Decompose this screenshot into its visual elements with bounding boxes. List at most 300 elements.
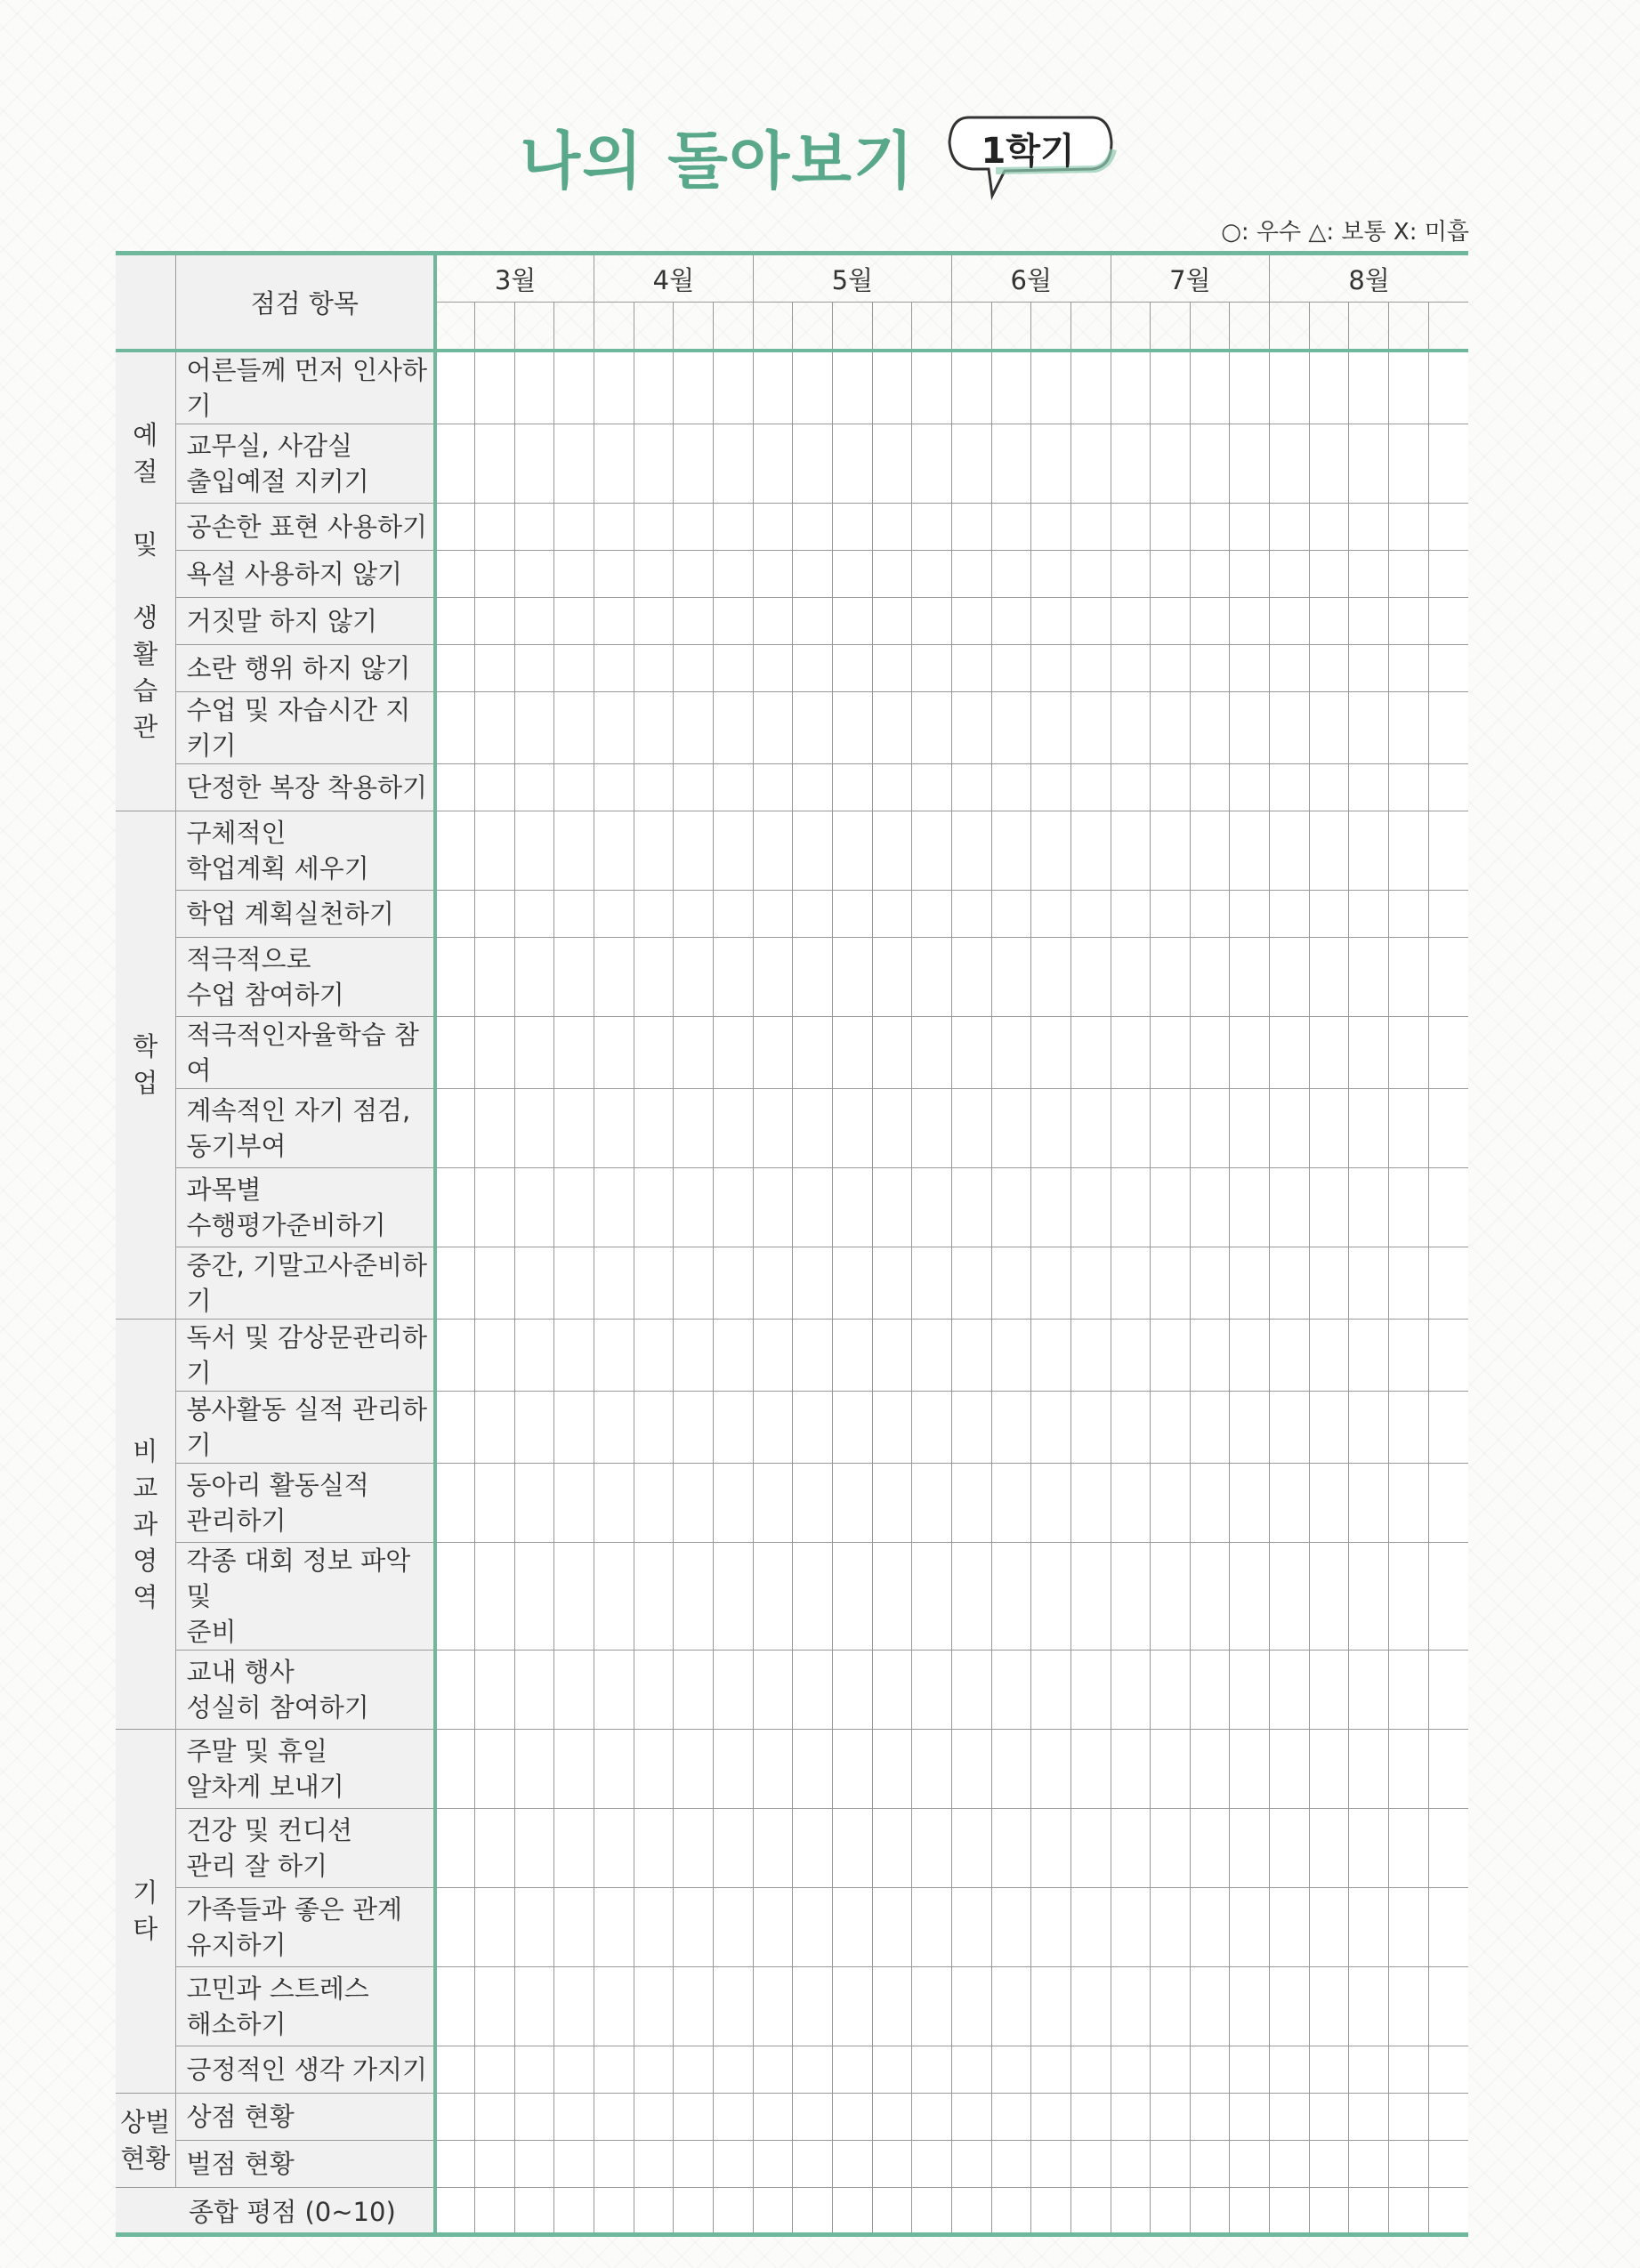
rating-cell[interactable] <box>912 2141 952 2188</box>
rating-cell[interactable] <box>793 811 833 891</box>
rating-cell[interactable] <box>674 1651 714 1730</box>
rating-cell[interactable] <box>1428 351 1468 424</box>
rating-cell[interactable] <box>991 1967 1031 2046</box>
rating-cell[interactable] <box>714 645 754 692</box>
rating-cell[interactable] <box>1070 938 1111 1017</box>
rating-cell[interactable] <box>514 2094 554 2141</box>
rating-cell[interactable] <box>714 891 754 938</box>
rating-cell[interactable] <box>1349 1967 1389 2046</box>
rating-cell[interactable] <box>435 1168 475 1247</box>
rating-cell[interactable] <box>872 645 912 692</box>
rating-cell[interactable] <box>832 424 872 504</box>
rating-cell[interactable] <box>714 1392 754 1464</box>
rating-cell[interactable] <box>1270 2094 1310 2141</box>
rating-cell[interactable] <box>793 1543 833 1651</box>
rating-cell[interactable] <box>1190 2046 1230 2094</box>
rating-cell[interactable] <box>714 2046 754 2094</box>
rating-cell[interactable] <box>1190 1543 1230 1651</box>
rating-cell[interactable] <box>991 351 1031 424</box>
rating-cell[interactable] <box>1230 1320 1270 1392</box>
rating-cell[interactable] <box>1151 1730 1191 1809</box>
rating-cell[interactable] <box>1309 1888 1349 1967</box>
rating-cell[interactable] <box>1070 351 1111 424</box>
rating-cell[interactable] <box>1070 1651 1111 1730</box>
rating-cell[interactable] <box>991 1320 1031 1392</box>
rating-cell[interactable] <box>991 938 1031 1017</box>
rating-cell[interactable] <box>475 1089 515 1168</box>
rating-cell[interactable] <box>793 692 833 764</box>
rating-cell[interactable] <box>1270 645 1310 692</box>
total-score-cell[interactable] <box>1230 2188 1270 2235</box>
rating-cell[interactable] <box>951 764 991 811</box>
rating-cell[interactable] <box>1230 645 1270 692</box>
rating-cell[interactable] <box>674 351 714 424</box>
rating-cell[interactable] <box>1070 424 1111 504</box>
rating-cell[interactable] <box>1270 1888 1310 1967</box>
rating-cell[interactable] <box>554 1651 594 1730</box>
rating-cell[interactable] <box>1190 938 1230 1017</box>
rating-cell[interactable] <box>514 504 554 551</box>
rating-cell[interactable] <box>475 1888 515 1967</box>
rating-cell[interactable] <box>634 424 674 504</box>
rating-cell[interactable] <box>1230 424 1270 504</box>
rating-cell[interactable] <box>514 598 554 645</box>
rating-cell[interactable] <box>793 2046 833 2094</box>
rating-cell[interactable] <box>435 938 475 1017</box>
rating-cell[interactable] <box>1151 1809 1191 1888</box>
rating-cell[interactable] <box>554 1320 594 1392</box>
rating-cell[interactable] <box>475 504 515 551</box>
rating-cell[interactable] <box>912 811 952 891</box>
rating-cell[interactable] <box>714 424 754 504</box>
rating-cell[interactable] <box>475 764 515 811</box>
rating-cell[interactable] <box>554 1464 594 1543</box>
rating-cell[interactable] <box>753 504 793 551</box>
rating-cell[interactable] <box>1309 1017 1349 1089</box>
rating-cell[interactable] <box>1309 938 1349 1017</box>
rating-cell[interactable] <box>514 351 554 424</box>
rating-cell[interactable] <box>753 424 793 504</box>
rating-cell[interactable] <box>872 2094 912 2141</box>
rating-cell[interactable] <box>674 938 714 1017</box>
rating-cell[interactable] <box>951 551 991 598</box>
rating-cell[interactable] <box>1428 1967 1468 2046</box>
rating-cell[interactable] <box>872 1392 912 1464</box>
rating-cell[interactable] <box>1111 1730 1151 1809</box>
rating-cell[interactable] <box>674 1089 714 1168</box>
rating-cell[interactable] <box>1190 1888 1230 1967</box>
rating-cell[interactable] <box>1151 764 1191 811</box>
rating-cell[interactable] <box>912 891 952 938</box>
rating-cell[interactable] <box>514 424 554 504</box>
rating-cell[interactable] <box>1428 1089 1468 1168</box>
rating-cell[interactable] <box>1349 2046 1389 2094</box>
total-score-cell[interactable] <box>634 2188 674 2235</box>
rating-cell[interactable] <box>1428 2094 1468 2141</box>
rating-cell[interactable] <box>634 2141 674 2188</box>
rating-cell[interactable] <box>514 1247 554 1320</box>
rating-cell[interactable] <box>1230 1809 1270 1888</box>
rating-cell[interactable] <box>674 1730 714 1809</box>
rating-cell[interactable] <box>1349 1543 1389 1651</box>
rating-cell[interactable] <box>991 2094 1031 2141</box>
rating-cell[interactable] <box>1270 2046 1310 2094</box>
rating-cell[interactable] <box>872 1888 912 1967</box>
rating-cell[interactable] <box>832 1017 872 1089</box>
rating-cell[interactable] <box>594 1247 634 1320</box>
rating-cell[interactable] <box>514 1168 554 1247</box>
rating-cell[interactable] <box>1151 598 1191 645</box>
rating-cell[interactable] <box>793 351 833 424</box>
total-score-cell[interactable] <box>832 2188 872 2235</box>
rating-cell[interactable] <box>1111 351 1151 424</box>
rating-cell[interactable] <box>912 351 952 424</box>
rating-cell[interactable] <box>714 1888 754 1967</box>
rating-cell[interactable] <box>1031 351 1071 424</box>
rating-cell[interactable] <box>1309 891 1349 938</box>
rating-cell[interactable] <box>1151 2094 1191 2141</box>
rating-cell[interactable] <box>793 2141 833 2188</box>
rating-cell[interactable] <box>554 692 594 764</box>
rating-cell[interactable] <box>674 764 714 811</box>
rating-cell[interactable] <box>674 2141 714 2188</box>
rating-cell[interactable] <box>435 645 475 692</box>
rating-cell[interactable] <box>793 1320 833 1392</box>
rating-cell[interactable] <box>832 692 872 764</box>
rating-cell[interactable] <box>514 811 554 891</box>
rating-cell[interactable] <box>1111 424 1151 504</box>
rating-cell[interactable] <box>951 692 991 764</box>
rating-cell[interactable] <box>1389 1651 1429 1730</box>
rating-cell[interactable] <box>674 551 714 598</box>
rating-cell[interactable] <box>1349 1730 1389 1809</box>
rating-cell[interactable] <box>1428 1464 1468 1543</box>
rating-cell[interactable] <box>793 1089 833 1168</box>
rating-cell[interactable] <box>1230 551 1270 598</box>
rating-cell[interactable] <box>1389 811 1429 891</box>
rating-cell[interactable] <box>634 811 674 891</box>
rating-cell[interactable] <box>951 1168 991 1247</box>
rating-cell[interactable] <box>1031 938 1071 1017</box>
rating-cell[interactable] <box>832 1392 872 1464</box>
rating-cell[interactable] <box>832 1320 872 1392</box>
rating-cell[interactable] <box>475 424 515 504</box>
rating-cell[interactable] <box>872 1247 912 1320</box>
rating-cell[interactable] <box>1428 645 1468 692</box>
rating-cell[interactable] <box>1428 2141 1468 2188</box>
rating-cell[interactable] <box>714 598 754 645</box>
rating-cell[interactable] <box>912 551 952 598</box>
rating-cell[interactable] <box>674 1247 714 1320</box>
rating-cell[interactable] <box>753 1247 793 1320</box>
rating-cell[interactable] <box>832 1967 872 2046</box>
rating-cell[interactable] <box>1151 351 1191 424</box>
rating-cell[interactable] <box>1349 2141 1389 2188</box>
rating-cell[interactable] <box>1031 1543 1071 1651</box>
total-score-cell[interactable] <box>912 2188 952 2235</box>
rating-cell[interactable] <box>714 504 754 551</box>
total-score-cell[interactable] <box>1190 2188 1230 2235</box>
rating-cell[interactable] <box>1230 1168 1270 1247</box>
rating-cell[interactable] <box>634 891 674 938</box>
rating-cell[interactable] <box>1389 1392 1429 1464</box>
rating-cell[interactable] <box>1031 504 1071 551</box>
rating-cell[interactable] <box>872 938 912 1017</box>
rating-cell[interactable] <box>1389 645 1429 692</box>
rating-cell[interactable] <box>832 811 872 891</box>
rating-cell[interactable] <box>793 891 833 938</box>
rating-cell[interactable] <box>475 598 515 645</box>
rating-cell[interactable] <box>1031 1730 1071 1809</box>
total-score-cell[interactable] <box>1111 2188 1151 2235</box>
rating-cell[interactable] <box>1151 1320 1191 1392</box>
rating-cell[interactable] <box>1070 1017 1111 1089</box>
rating-cell[interactable] <box>594 1017 634 1089</box>
rating-cell[interactable] <box>1428 1017 1468 1089</box>
rating-cell[interactable] <box>1190 1168 1230 1247</box>
rating-cell[interactable] <box>1230 811 1270 891</box>
rating-cell[interactable] <box>912 692 952 764</box>
rating-cell[interactable] <box>435 764 475 811</box>
rating-cell[interactable] <box>1270 1247 1310 1320</box>
rating-cell[interactable] <box>475 1320 515 1392</box>
rating-cell[interactable] <box>1349 938 1389 1017</box>
rating-cell[interactable] <box>793 1967 833 2046</box>
rating-cell[interactable] <box>1349 1809 1389 1888</box>
rating-cell[interactable] <box>1031 1809 1071 1888</box>
total-score-cell[interactable] <box>1151 2188 1191 2235</box>
rating-cell[interactable] <box>435 811 475 891</box>
rating-cell[interactable] <box>1389 2046 1429 2094</box>
rating-cell[interactable] <box>991 811 1031 891</box>
rating-cell[interactable] <box>1070 764 1111 811</box>
rating-cell[interactable] <box>634 1089 674 1168</box>
total-score-cell[interactable] <box>991 2188 1031 2235</box>
rating-cell[interactable] <box>714 2141 754 2188</box>
rating-cell[interactable] <box>554 1967 594 2046</box>
rating-cell[interactable] <box>435 1089 475 1168</box>
rating-cell[interactable] <box>872 504 912 551</box>
rating-cell[interactable] <box>435 1017 475 1089</box>
rating-cell[interactable] <box>1309 504 1349 551</box>
rating-cell[interactable] <box>634 1320 674 1392</box>
rating-cell[interactable] <box>475 1392 515 1464</box>
rating-cell[interactable] <box>753 2046 793 2094</box>
rating-cell[interactable] <box>1190 1464 1230 1543</box>
rating-cell[interactable] <box>714 1089 754 1168</box>
rating-cell[interactable] <box>714 1017 754 1089</box>
rating-cell[interactable] <box>1230 891 1270 938</box>
rating-cell[interactable] <box>1111 1651 1151 1730</box>
rating-cell[interactable] <box>1389 598 1429 645</box>
rating-cell[interactable] <box>435 2141 475 2188</box>
rating-cell[interactable] <box>674 692 714 764</box>
rating-cell[interactable] <box>1428 938 1468 1017</box>
rating-cell[interactable] <box>951 1089 991 1168</box>
rating-cell[interactable] <box>991 504 1031 551</box>
rating-cell[interactable] <box>1151 1168 1191 1247</box>
rating-cell[interactable] <box>1070 551 1111 598</box>
rating-cell[interactable] <box>1230 1017 1270 1089</box>
rating-cell[interactable] <box>872 2046 912 2094</box>
rating-cell[interactable] <box>1031 551 1071 598</box>
rating-cell[interactable] <box>1031 1888 1071 1967</box>
rating-cell[interactable] <box>634 598 674 645</box>
rating-cell[interactable] <box>435 1967 475 2046</box>
rating-cell[interactable] <box>1389 2094 1429 2141</box>
total-score-cell[interactable] <box>793 2188 833 2235</box>
rating-cell[interactable] <box>1151 1967 1191 2046</box>
rating-cell[interactable] <box>1230 1888 1270 1967</box>
rating-cell[interactable] <box>1270 504 1310 551</box>
rating-cell[interactable] <box>991 1651 1031 1730</box>
rating-cell[interactable] <box>872 551 912 598</box>
rating-cell[interactable] <box>1190 1247 1230 1320</box>
rating-cell[interactable] <box>634 938 674 1017</box>
total-score-cell[interactable] <box>514 2188 554 2235</box>
rating-cell[interactable] <box>714 1809 754 1888</box>
rating-cell[interactable] <box>1070 1464 1111 1543</box>
rating-cell[interactable] <box>1070 1168 1111 1247</box>
rating-cell[interactable] <box>1389 1730 1429 1809</box>
rating-cell[interactable] <box>1309 2094 1349 2141</box>
rating-cell[interactable] <box>793 551 833 598</box>
rating-cell[interactable] <box>1428 1651 1468 1730</box>
rating-cell[interactable] <box>1190 424 1230 504</box>
rating-cell[interactable] <box>912 1888 952 1967</box>
rating-cell[interactable] <box>514 1888 554 1967</box>
rating-cell[interactable] <box>753 1809 793 1888</box>
rating-cell[interactable] <box>475 1017 515 1089</box>
rating-cell[interactable] <box>1190 1730 1230 1809</box>
rating-cell[interactable] <box>594 764 634 811</box>
rating-cell[interactable] <box>435 598 475 645</box>
rating-cell[interactable] <box>991 1730 1031 1809</box>
rating-cell[interactable] <box>1111 1017 1151 1089</box>
rating-cell[interactable] <box>1031 1089 1071 1168</box>
rating-cell[interactable] <box>1190 1320 1230 1392</box>
rating-cell[interactable] <box>1070 692 1111 764</box>
rating-cell[interactable] <box>753 1888 793 1967</box>
rating-cell[interactable] <box>475 1651 515 1730</box>
rating-cell[interactable] <box>793 504 833 551</box>
rating-cell[interactable] <box>753 764 793 811</box>
rating-cell[interactable] <box>1389 1809 1429 1888</box>
rating-cell[interactable] <box>1349 645 1389 692</box>
rating-cell[interactable] <box>753 891 793 938</box>
rating-cell[interactable] <box>1270 351 1310 424</box>
rating-cell[interactable] <box>1389 1967 1429 2046</box>
rating-cell[interactable] <box>1031 1320 1071 1392</box>
rating-cell[interactable] <box>475 1247 515 1320</box>
rating-cell[interactable] <box>1190 1809 1230 1888</box>
rating-cell[interactable] <box>514 1017 554 1089</box>
rating-cell[interactable] <box>554 504 594 551</box>
total-score-cell[interactable] <box>1031 2188 1071 2235</box>
rating-cell[interactable] <box>832 1809 872 1888</box>
rating-cell[interactable] <box>991 2141 1031 2188</box>
total-score-cell[interactable] <box>1389 2188 1429 2235</box>
rating-cell[interactable] <box>514 551 554 598</box>
rating-cell[interactable] <box>951 1464 991 1543</box>
rating-cell[interactable] <box>832 1888 872 1967</box>
rating-cell[interactable] <box>991 645 1031 692</box>
rating-cell[interactable] <box>1111 2046 1151 2094</box>
rating-cell[interactable] <box>1031 1464 1071 1543</box>
rating-cell[interactable] <box>1111 2141 1151 2188</box>
rating-cell[interactable] <box>753 1320 793 1392</box>
rating-cell[interactable] <box>1428 1247 1468 1320</box>
rating-cell[interactable] <box>1270 2141 1310 2188</box>
rating-cell[interactable] <box>554 598 594 645</box>
rating-cell[interactable] <box>1428 692 1468 764</box>
rating-cell[interactable] <box>951 1320 991 1392</box>
rating-cell[interactable] <box>1031 1168 1071 1247</box>
rating-cell[interactable] <box>435 1464 475 1543</box>
rating-cell[interactable] <box>991 598 1031 645</box>
rating-cell[interactable] <box>554 891 594 938</box>
rating-cell[interactable] <box>1389 938 1429 1017</box>
rating-cell[interactable] <box>872 1730 912 1809</box>
rating-cell[interactable] <box>714 1320 754 1392</box>
rating-cell[interactable] <box>991 1543 1031 1651</box>
rating-cell[interactable] <box>753 1168 793 1247</box>
rating-cell[interactable] <box>1230 1392 1270 1464</box>
rating-cell[interactable] <box>554 551 594 598</box>
rating-cell[interactable] <box>634 1651 674 1730</box>
rating-cell[interactable] <box>1151 1464 1191 1543</box>
rating-cell[interactable] <box>435 2046 475 2094</box>
rating-cell[interactable] <box>514 645 554 692</box>
rating-cell[interactable] <box>1230 351 1270 424</box>
rating-cell[interactable] <box>514 938 554 1017</box>
rating-cell[interactable] <box>514 1651 554 1730</box>
rating-cell[interactable] <box>1428 598 1468 645</box>
rating-cell[interactable] <box>1428 424 1468 504</box>
rating-cell[interactable] <box>1270 1651 1310 1730</box>
rating-cell[interactable] <box>1270 692 1310 764</box>
rating-cell[interactable] <box>1070 2094 1111 2141</box>
rating-cell[interactable] <box>594 1730 634 1809</box>
rating-cell[interactable] <box>793 424 833 504</box>
rating-cell[interactable] <box>554 1730 594 1809</box>
rating-cell[interactable] <box>1349 424 1389 504</box>
rating-cell[interactable] <box>951 2094 991 2141</box>
rating-cell[interactable] <box>1031 598 1071 645</box>
rating-cell[interactable] <box>514 1809 554 1888</box>
rating-cell[interactable] <box>1428 2046 1468 2094</box>
rating-cell[interactable] <box>1151 2141 1191 2188</box>
rating-cell[interactable] <box>912 764 952 811</box>
rating-cell[interactable] <box>1309 1464 1349 1543</box>
rating-cell[interactable] <box>514 1967 554 2046</box>
rating-cell[interactable] <box>872 891 912 938</box>
rating-cell[interactable] <box>1070 1247 1111 1320</box>
rating-cell[interactable] <box>1190 598 1230 645</box>
rating-cell[interactable] <box>1349 1247 1389 1320</box>
rating-cell[interactable] <box>991 424 1031 504</box>
rating-cell[interactable] <box>912 424 952 504</box>
rating-cell[interactable] <box>1230 764 1270 811</box>
rating-cell[interactable] <box>594 1464 634 1543</box>
rating-cell[interactable] <box>634 1464 674 1543</box>
rating-cell[interactable] <box>1230 938 1270 1017</box>
rating-cell[interactable] <box>1111 1888 1151 1967</box>
rating-cell[interactable] <box>1151 551 1191 598</box>
rating-cell[interactable] <box>1428 551 1468 598</box>
rating-cell[interactable] <box>753 2094 793 2141</box>
rating-cell[interactable] <box>1070 891 1111 938</box>
